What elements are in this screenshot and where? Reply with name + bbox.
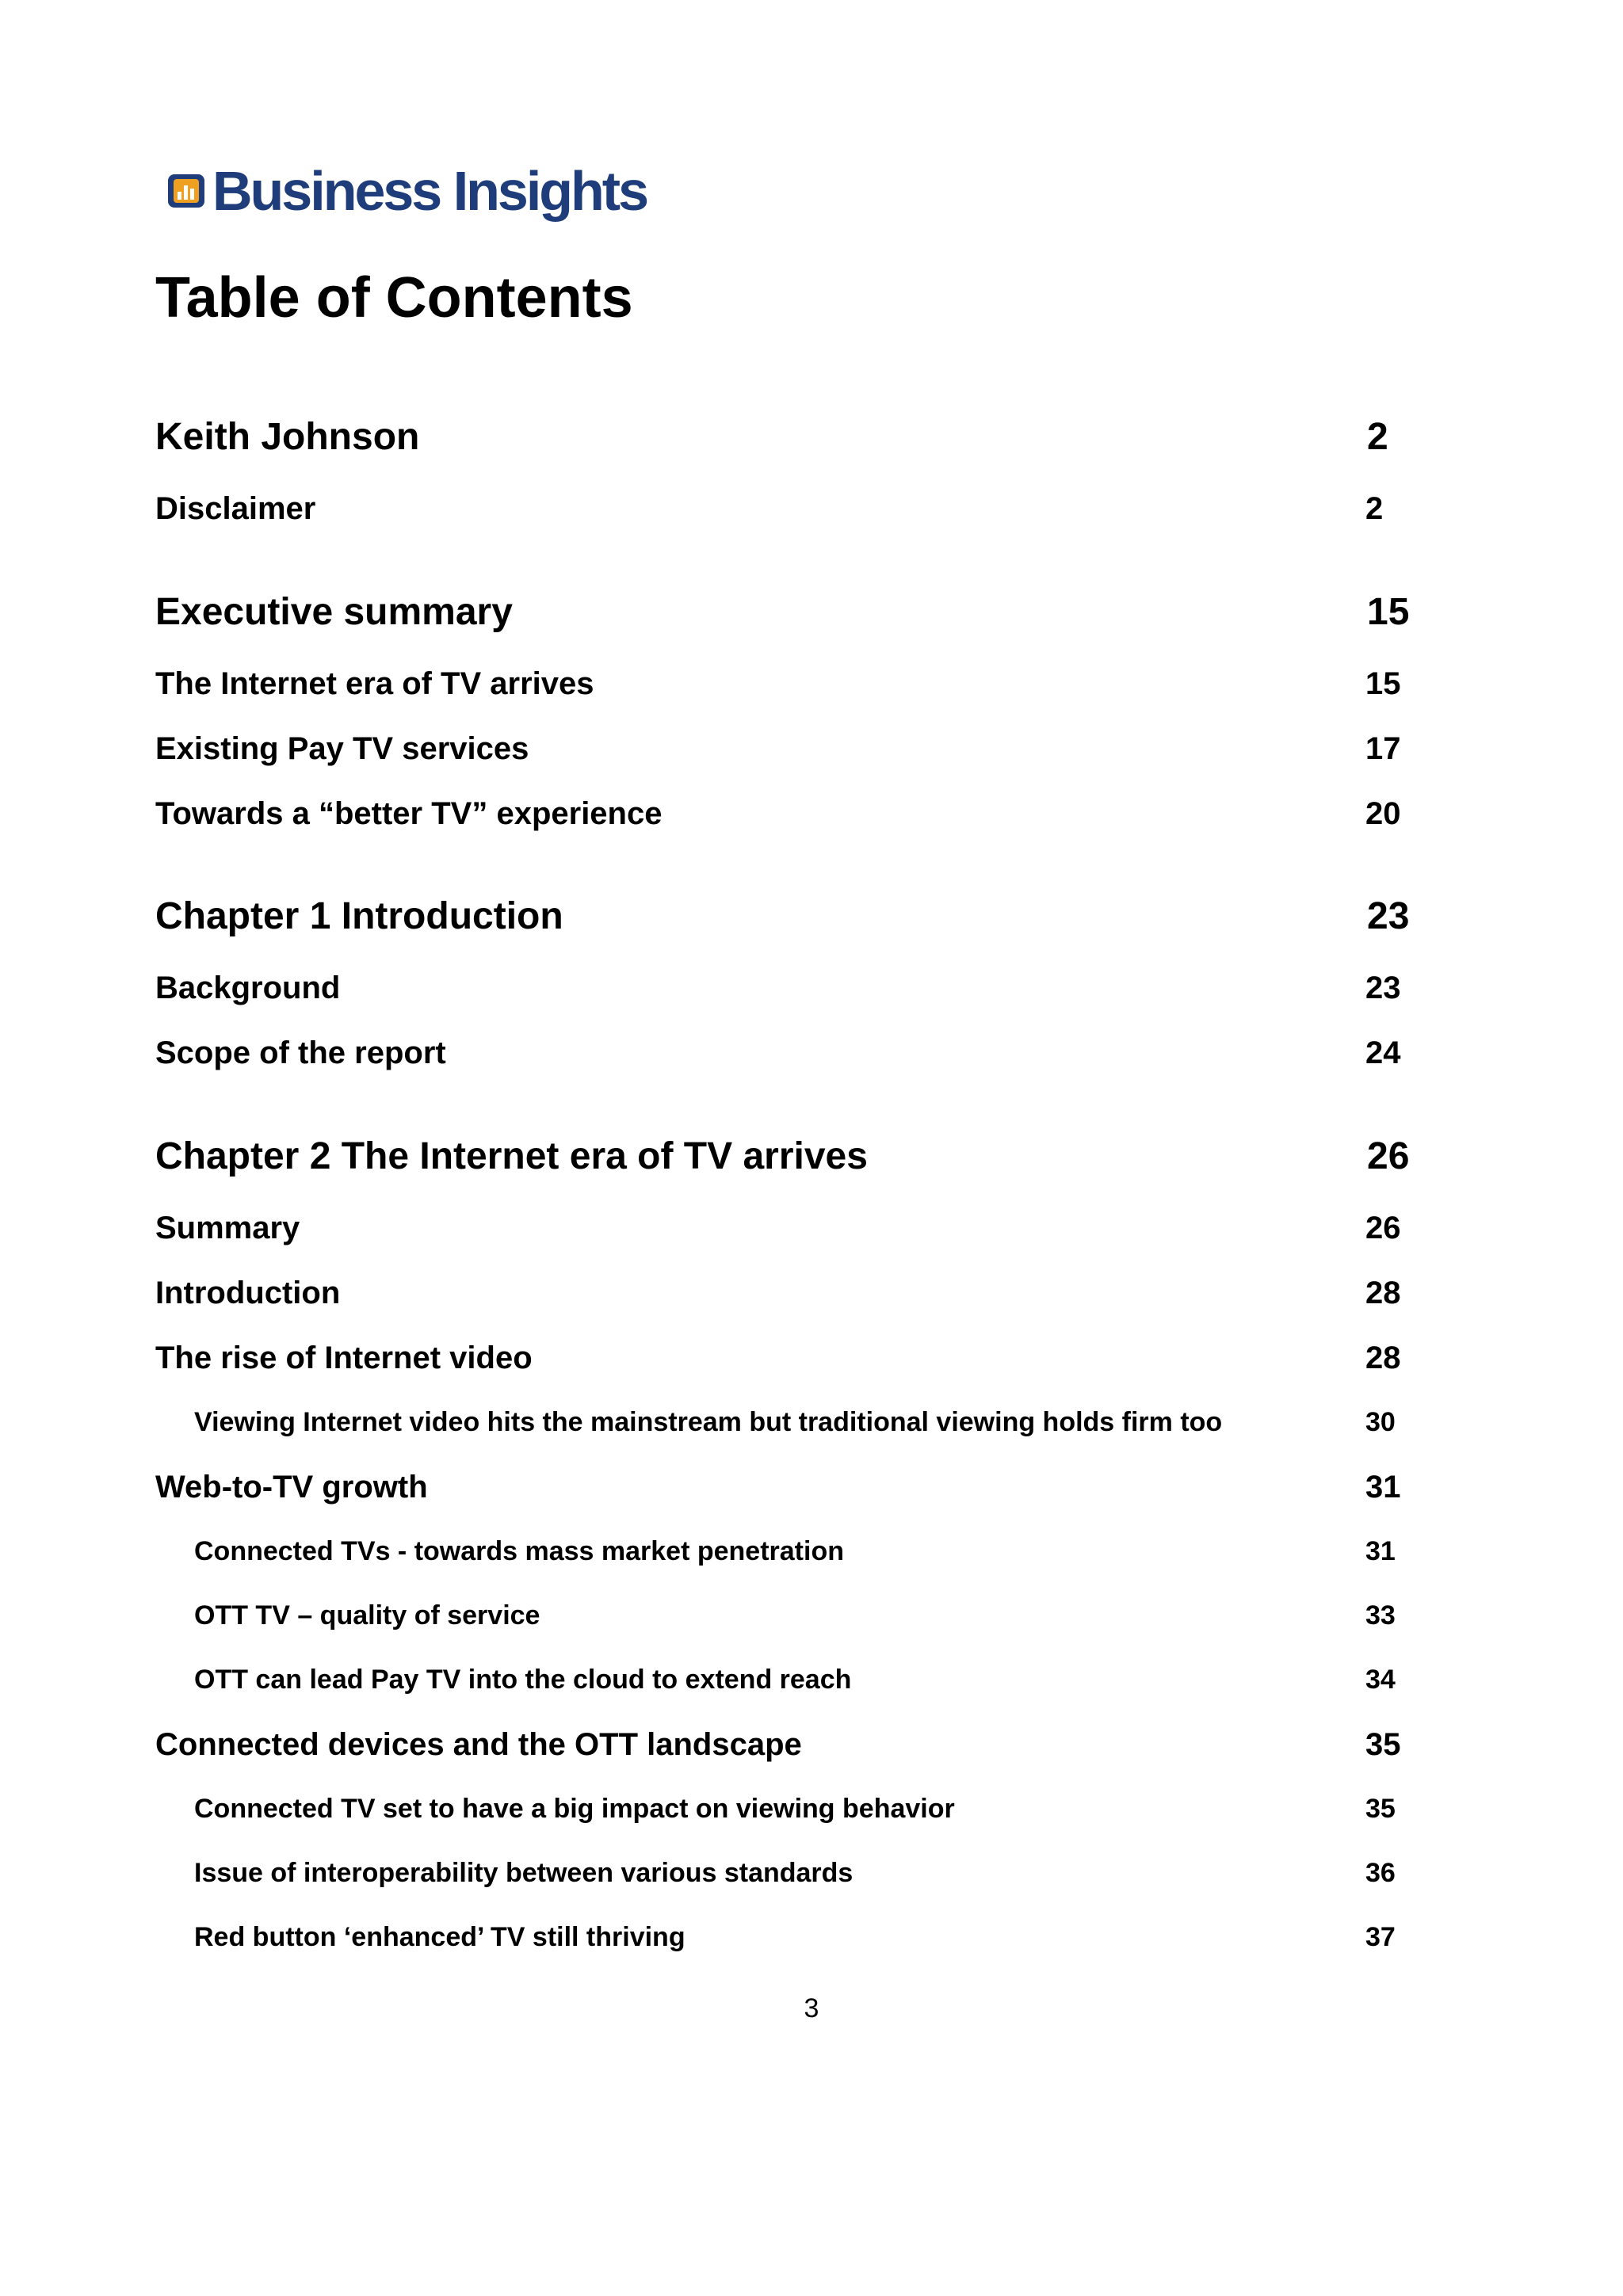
toc-entry-label: Red button ‘enhanced’ TV still thriving [194,1922,685,1952]
toc-entry-page: 23 [1367,895,1410,937]
toc-entry[interactable] [0,721,1623,776]
toc-entry-label: OTT can lead Pay TV into the cloud to extend reach [194,1665,852,1695]
toc-entry-label: Background [155,971,341,1005]
business-insights-logo [166,155,647,227]
page-title: Table of Contents [155,266,633,330]
toc-entry[interactable] [0,656,1623,711]
toc-entry-page: 24 [1365,1035,1401,1070]
toc-entry-page: 28 [1365,1341,1401,1375]
toc-entry-page: 20 [1365,796,1401,831]
toc-entry-label: The rise of Internet video [155,1341,533,1375]
toc-entry-label: Keith Johnson [155,416,420,458]
toc-entry[interactable] [0,1588,1623,1643]
toc-entry-label: Connected TVs - towards mass market penetration [194,1536,844,1566]
toc-entry-label: Connected TV set to have a big impact on viewing behavior [194,1794,955,1824]
toc-entry[interactable] [0,481,1623,536]
toc-entry-page: 2 [1367,416,1388,458]
toc-entry[interactable] [0,889,1623,944]
toc-entry-label: Issue of interoperability between various standards [194,1858,854,1888]
toc-entry-page: 28 [1365,1276,1401,1310]
toc-entry-page: 37 [1365,1922,1396,1952]
toc-entry-page: 26 [1367,1135,1410,1177]
toc-entry-page: 30 [1365,1407,1396,1437]
toc-entry-label: Connected devices and the OTT landscape [155,1727,802,1762]
toc-entry[interactable] [0,786,1623,841]
toc-entry-label: Viewing Internet video hits the mainstream but traditional viewing holds firm too [194,1407,1223,1437]
toc-entry[interactable] [0,585,1623,640]
toc-entry[interactable] [0,1459,1623,1515]
toc-entry-label: Chapter 1 Introduction [155,895,563,937]
logo-chart-icon [166,171,206,211]
toc-entry-page: 15 [1365,666,1401,701]
toc-entry-label: OTT TV – quality of service [194,1600,540,1630]
toc-entry-label: Introduction [155,1276,341,1310]
toc-entry-page: 2 [1365,491,1384,526]
toc-entry-label: Summary [155,1211,300,1245]
toc-entry-label: The Internet era of TV arrives [155,666,594,701]
toc-entry[interactable] [0,1394,1623,1450]
toc-entry[interactable] [0,1200,1623,1256]
page-number: 3 [804,1993,819,2023]
toc-entry-page: 31 [1365,1536,1396,1566]
toc-entry[interactable] [0,1524,1623,1579]
toc-entry[interactable] [0,410,1623,465]
toc-entry-page: 26 [1365,1211,1401,1245]
toc-entry[interactable] [0,1330,1623,1386]
toc-entry-page: 23 [1365,971,1401,1005]
toc-entry-label: Chapter 2 The Internet era of TV arrives [155,1135,868,1177]
toc-entry[interactable] [0,1129,1623,1184]
toc-entry[interactable] [0,1265,1623,1321]
toc-entry-page: 35 [1365,1727,1401,1762]
toc-entry[interactable] [0,960,1623,1016]
toc-entry[interactable] [0,1717,1623,1772]
toc-entry-page: 31 [1365,1470,1401,1505]
toc-entry-label: Existing Pay TV services [155,731,529,766]
toc-entry[interactable] [0,1845,1623,1901]
toc-entry[interactable] [0,1652,1623,1707]
toc-entry[interactable] [0,1909,1623,1965]
toc-entry[interactable] [0,1025,1623,1081]
toc-entry-label: Executive summary [155,591,513,633]
logo-text: Business Insights [212,160,647,222]
toc-entry-page: 36 [1365,1858,1396,1888]
toc-entry-page: 17 [1365,731,1401,766]
toc-entry-label: Web-to-TV growth [155,1470,428,1505]
toc-entry-label: Towards a “better TV” experience [155,796,663,831]
toc-entry-page: 15 [1367,591,1410,633]
toc-entry-page: 35 [1365,1794,1396,1824]
toc-entry-label: Disclaimer [155,491,316,526]
toc-entry-page: 34 [1365,1665,1396,1695]
toc-entry-label: Scope of the report [155,1035,446,1070]
toc-entry[interactable] [0,1781,1623,1836]
toc-entry-page: 33 [1365,1600,1396,1630]
